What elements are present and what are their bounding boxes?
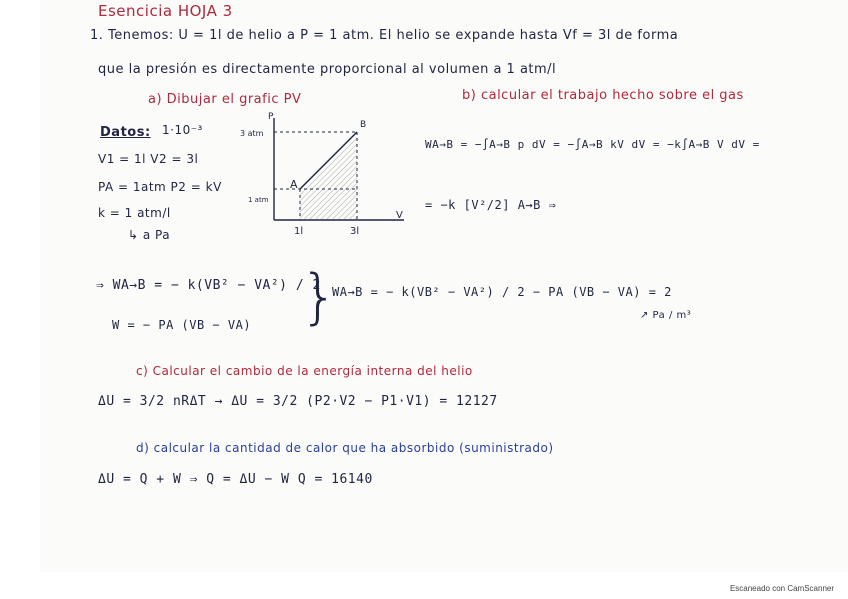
work-integral-2: = −k [V²/2] A→B ⇒ bbox=[425, 198, 557, 212]
work-second-eq: W = − PA (VB − VA) bbox=[112, 318, 252, 332]
work-integral-1: WA→B = −∫A→B p dV = −∫A→B kV dV = −k∫A→B V dV = bbox=[425, 138, 760, 151]
p-low-label: 1 atm bbox=[248, 196, 269, 204]
part-d-heading: d) calcular la cantidad de calor que ha absorbido (suministrado) bbox=[136, 441, 554, 455]
p-axis-label: P bbox=[268, 112, 274, 122]
page-title: Esencicia HOJA 3 bbox=[98, 2, 233, 20]
datos-units-note: 1·10⁻³ bbox=[162, 123, 203, 137]
pv-graph bbox=[232, 110, 412, 245]
datos-heading: Datos: bbox=[100, 125, 151, 140]
v-high-label: 3l bbox=[350, 226, 360, 237]
system-brace: } bbox=[300, 262, 339, 332]
work-result-right: WA→B = − k(VB² − VA²) / 2 − PA (VB − VA) = 2 bbox=[332, 285, 672, 299]
point-a-label: A bbox=[290, 178, 298, 191]
datos-constant: k = 1 atm/l bbox=[98, 206, 171, 220]
work-area bbox=[300, 132, 357, 220]
v-low-label: 1l bbox=[294, 226, 304, 237]
datos-pressures: PA = 1atm P2 = kV bbox=[98, 180, 222, 194]
problem-line-2: que la presión es directamente proporcional al volumen a 1 atm/l bbox=[98, 62, 557, 77]
work-result-units: ↗ Pa / m³ bbox=[640, 310, 692, 321]
datos-arrow: ↳ a Pa bbox=[128, 228, 171, 242]
v-axis-label: V bbox=[396, 210, 403, 221]
problem-line-1: 1. Tenemos: U = 1l de helio a P = 1 atm. El helio se expande hasta Vf = 3l de forma bbox=[90, 28, 679, 43]
datos-volumes: V1 = 1l V2 = 3l bbox=[98, 152, 199, 166]
part-b-heading: b) calcular el trabajo hecho sobre el gas bbox=[462, 88, 744, 103]
point-b-label: B bbox=[360, 120, 367, 130]
part-d-equation: ΔU = Q + W ⇒ Q = ΔU − W Q = 16140 bbox=[98, 472, 373, 487]
part-c-equation: ΔU = 3/2 nRΔT → ΔU = 3/2 (P2·V2 − P1·V1) = 12127 bbox=[98, 394, 498, 409]
work-result-left: ⇒ WA→B = − k(VB² − VA²) / 2 bbox=[96, 278, 321, 293]
part-a-heading: a) Dibujar el grafic PV bbox=[148, 92, 302, 107]
scanner-watermark: Escaneado con CamScanner bbox=[729, 584, 834, 593]
part-c-heading: c) Calcular el cambio de la energía interna del helio bbox=[136, 364, 473, 378]
p-high-label: 3 atm bbox=[240, 129, 264, 138]
